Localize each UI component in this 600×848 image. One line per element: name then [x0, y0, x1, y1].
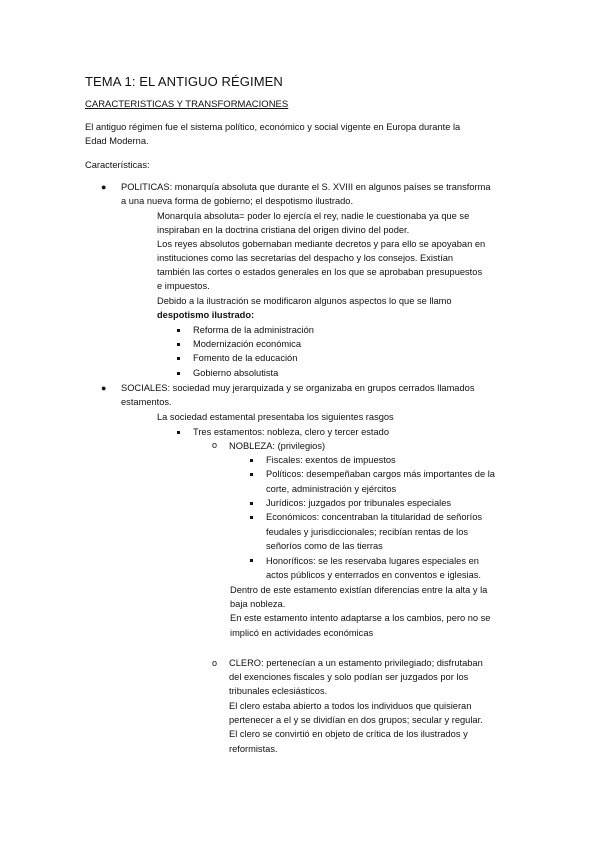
politicas-body-6: e impuestos.	[157, 281, 210, 291]
nobleza-honorificos-2: actos públicos y enterrados en conventos e iglesias.	[266, 570, 481, 580]
section-subtitle: CARACTERISTICAS Y TRANSFORMACIONES	[85, 99, 289, 110]
square-bullet-icon	[250, 516, 253, 519]
politicas-item-1: Reforma de la administración	[193, 325, 314, 335]
sociales-intro: La sociedad estamental presentaba los siguientes rasgos	[157, 412, 394, 422]
nobleza-economicos-1: Económicos: concentraban la titularidad de señoríos	[266, 512, 483, 522]
clero-line-6: El clero se convirtió en objeto de crítica de los ilustrados y	[229, 729, 468, 739]
square-bullet-icon	[177, 357, 180, 360]
politicas-line-2: a una nueva forma de gobierno; el despotismo ilustrado.	[121, 196, 354, 206]
clero-line-5: pertenecer a el y se dividían en dos grupos; secular y regular.	[229, 715, 483, 725]
sociales-line-1: SOCIALES: sociedad muy jerarquizada y se organizaba en grupos cerrados llamados	[121, 383, 475, 393]
square-bullet-icon	[250, 459, 253, 462]
square-bullet-icon	[250, 502, 253, 505]
nobleza-juridicos: Jurídicos: juzgados por tribunales especiales	[266, 498, 452, 508]
intro-line-1: El antiguo régimen fue el sistema político, económico y social vigente en Europa durante la	[85, 122, 461, 132]
square-bullet-icon	[250, 473, 253, 476]
page-title: TEMA 1: EL ANTIGUO RÉGIMEN	[85, 74, 283, 89]
clero-line-3: tribunales eclesiásticos.	[229, 686, 328, 696]
politicas-item-4: Gobierno absolutista	[193, 368, 279, 378]
nobleza-honorificos-1: Honoríficos: se les reservaba lugares especiales en	[266, 556, 479, 566]
clero-line-4: El clero estaba abierto a todos los individuos que quisieran	[229, 701, 472, 711]
square-bullet-icon	[177, 431, 180, 434]
clero-line-7: reformistas.	[229, 744, 278, 754]
politicas-item-3: Fomento de la educación	[193, 353, 298, 363]
intro-line-2: Edad Moderna.	[85, 136, 149, 146]
politicas-body-3: Los reyes absolutos gobernaban mediante decretos y para ello se apoyaban en	[157, 239, 486, 249]
politicas-body-1: Monarquía absoluta= poder lo ejercía el rey, nadie le cuestionaba ya que se	[157, 211, 470, 221]
nobleza-economicos-2: feudales y jurisdiccionales; recibían rentas de los	[266, 527, 469, 537]
nobleza-label: NOBLEZA: (privilegios)	[229, 441, 326, 451]
politicas-line-1: POLITICAS: monarquía absoluta que durante el S. XVIII en algunos países se transforma	[121, 182, 491, 192]
politicas-body-2: inspiraban en la doctrina cristiana del origen divino del poder.	[157, 225, 410, 235]
square-bullet-icon	[177, 329, 180, 332]
tres-estamentos: Tres estamentos: nobleza, clero y tercer estado	[193, 427, 390, 437]
despotismo-term: despotismo ilustrado:	[157, 310, 255, 320]
politicas-item-2: Modernización económica	[193, 339, 302, 349]
circle-bullet-icon: o	[212, 440, 218, 450]
nobleza-economicos-3: señoríos como de las tierras	[266, 541, 383, 551]
circle-bullet-icon: o	[212, 658, 218, 668]
politicas-body-7: Debido a la ilustración se modificaron algunos aspectos lo que se llamo	[157, 296, 452, 306]
nobleza-after-1: Dentro de este estamento existían diferencias entre la alta y la	[230, 585, 488, 595]
square-bullet-icon	[177, 343, 180, 346]
nobleza-politicos-2: corte, administración y ejércitos	[266, 484, 397, 494]
square-bullet-icon	[250, 559, 253, 562]
politicas-body-4: instituciones como las secretarias del despacho y los consejos. Existían	[157, 253, 454, 263]
nobleza-politicos-1: Políticos: desempeñaban cargos más importantes de la	[266, 469, 495, 479]
politicas-body-5: también las cortes o estados generales en los que se aprobaban presupuestos	[157, 267, 483, 277]
clero-line-2: del exenciones fiscales y solo podían ser juzgados por los	[229, 672, 469, 682]
caracteristicas-label: Características:	[85, 160, 150, 170]
sociales-line-2: estamentos.	[121, 397, 172, 407]
bullet-dot-icon: ●	[101, 182, 107, 192]
nobleza-after-2: baja nobleza.	[230, 599, 286, 609]
square-bullet-icon	[177, 372, 180, 375]
nobleza-fiscales: Fiscales: exentos de impuestos	[266, 455, 396, 465]
nobleza-after-3: En este estamento intento adaptarse a los cambios, pero no se	[230, 613, 491, 623]
bullet-dot-icon: ●	[101, 383, 107, 393]
clero-line-1: CLERO: pertenecían a un estamento privilegiado; disfrutaban	[229, 658, 483, 668]
nobleza-after-4: implicó en actividades económicas	[230, 628, 374, 638]
